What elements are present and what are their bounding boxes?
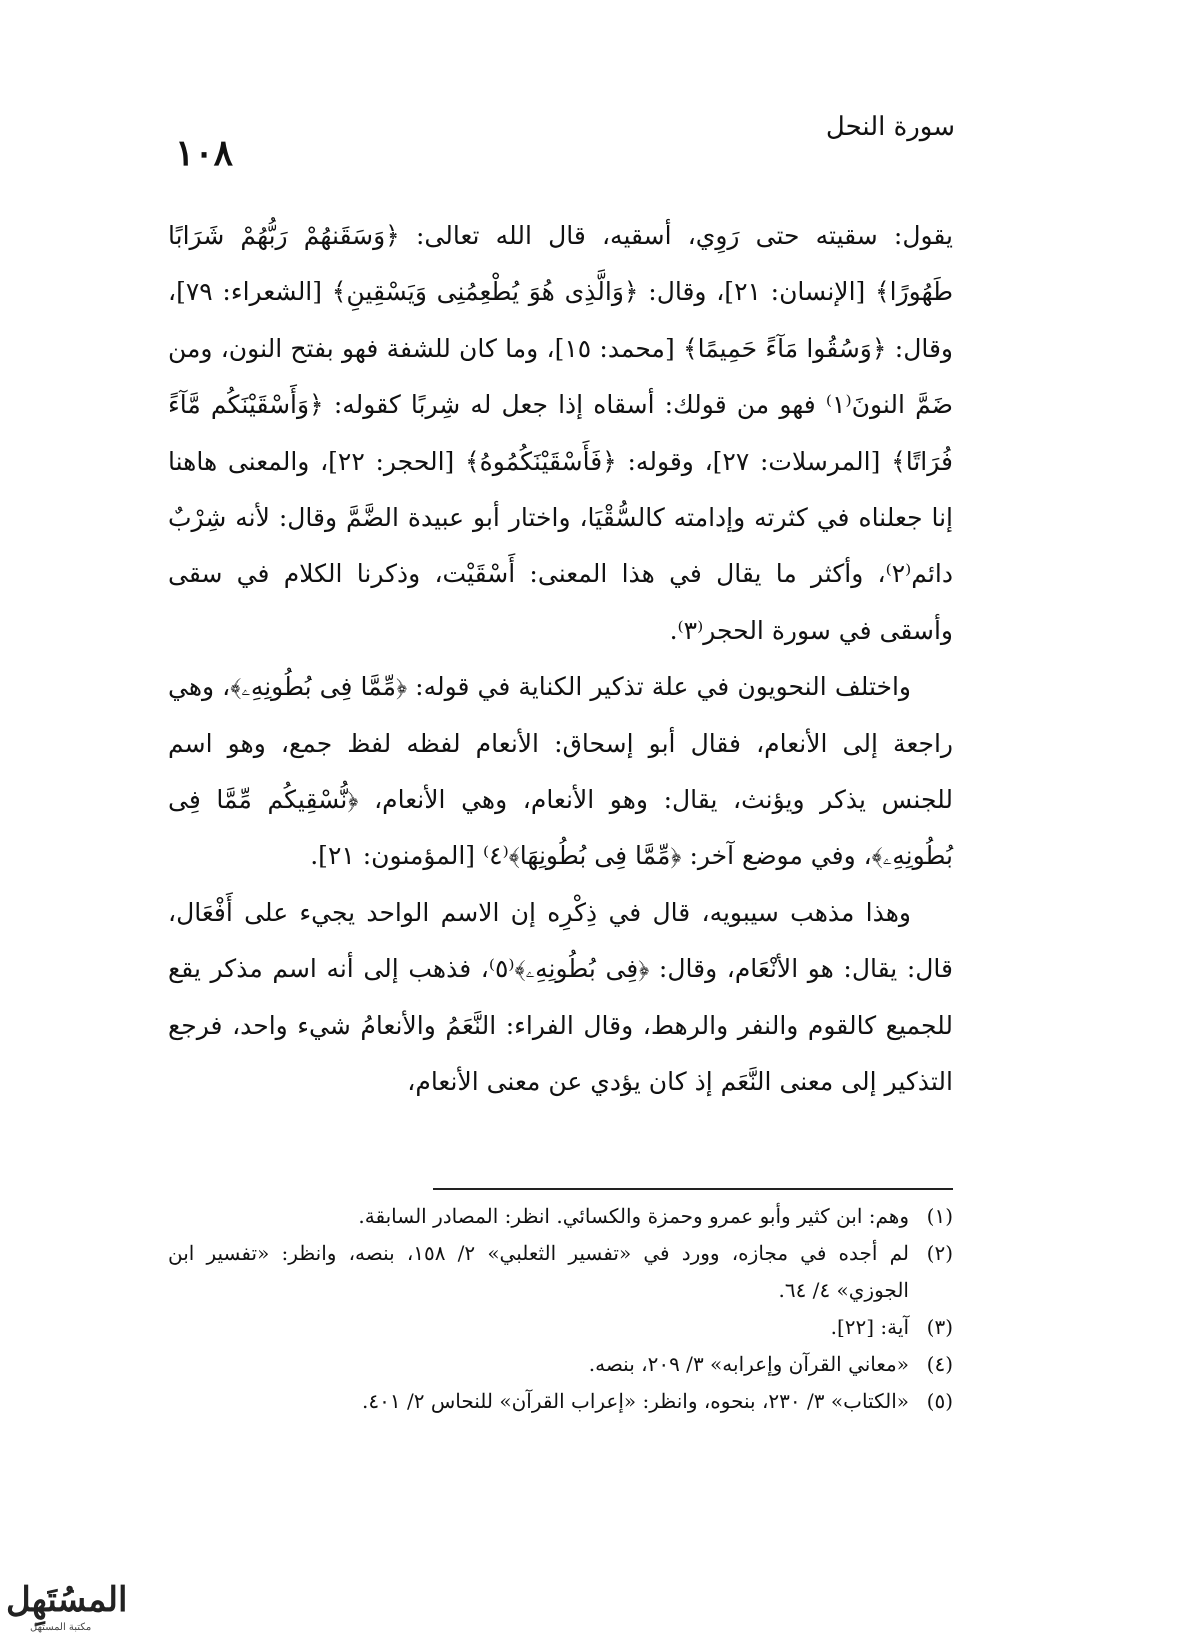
main-text <box>168 208 953 1111</box>
footnote-number: (٥) <box>926 1389 953 1413</box>
footnotes <box>168 1198 953 1420</box>
paragraph: وهذا مذهب سيبويه، قال في ذِكْرِه إن الاسم الواحد يجيء على أَفْعَال، قال: يقال: هو الأنْعَام، وقال: ﴿فِى بُطُونِهِۦ﴾⁽٥⁾، فذهب إلى أنه اسم مذكر يقع للجميع كالقوم والنفر والرهط، وقال الفراء: النَّعَمُ والأنعامُ شيء واحد، فرجع التذكير إلى معنى النَّعَم إذ كان يؤدي عن معنى الأنعام، <box>168 897 953 1097</box>
footnote-text: وهم: ابن كثير وأبو عمرو وحمزة والكسائي. انظر: المصادر السابقة. <box>358 1204 909 1228</box>
footnote-text: لم أجده في مجازه، وورد في «تفسير الثعلبي» ٢/ ١٥٨، بنصه، وانظر: «تفسير ابن الجوزي» ٤/ ٦٤. <box>168 1241 909 1302</box>
footnote <box>168 1198 953 1235</box>
footnote-text: «الكتاب» ٣/ ٢٣٠، بنحوه، وانظر: «إعراب القرآن» للنحاس ٢/ ٤٠١. <box>362 1389 909 1413</box>
footnote <box>168 1235 953 1309</box>
page-header <box>175 112 955 172</box>
page-number: ١٠٨ <box>175 132 234 174</box>
paragraph: واختلف النحويون في علة تذكير الكناية في قوله: ﴿مِّمَّا فِى بُطُونِهِۦ﴾، وهي راجعة إلى الأنعام، فقال أبو إسحاق: الأنعام لفظه لفظ جمع، وهو اسم للجنس يذكر ويؤنث، يقال: وهو الأنعام، وهي الأنعام، ﴿نُّسْقِيكُم مِّمَّا فِى بُطُونِهِۦ﴾، وفي موضع آخر: ﴿مِّمَّا فِى بُطُونِهَا﴾⁽٤⁾ [المؤمنون: ٢١]. <box>168 672 953 871</box>
footnote-text: «معاني القرآن وإعرابه» ٣/ ٢٠٩، بنصه. <box>588 1352 909 1376</box>
footnote-number: (١) <box>926 1204 953 1228</box>
footnote-text: آية: [٢٢]. <box>830 1315 909 1339</box>
footnote-number: (٣) <box>926 1315 953 1339</box>
footnote <box>168 1346 953 1383</box>
footnote <box>168 1309 953 1346</box>
library-logo <box>0 1576 130 1646</box>
footnote-number: (٤) <box>926 1352 953 1376</box>
footnote-divider <box>433 1188 953 1190</box>
logo-text: المسُتَهِل <box>6 1580 128 1620</box>
footnote <box>168 1383 953 1420</box>
footnote-number: (٢) <box>926 1241 953 1265</box>
logo-subtext: مكتبة المستهل <box>30 1622 92 1633</box>
paragraph: يقول: سقيته حتى رَوِي، أسقيه، قال الله تعالى: ﴿وَسَقَنهُمْ رَبُّهُمْ شَرَابًا طَهُورًا﴾ [الإنسان: ٢١]، وقال: ﴿وَالَّذِى هُوَ يُطْعِمُنِى وَيَسْقِينِ﴾ [الشعراء: ٧٩]، وقال: ﴿وَسُقُوا مَآءً حَمِيمًا﴾ [محمد: ١٥]، وما كان للشفة فهو بفتح النون، ومن ضَمَّ النونَ⁽١⁾ فهو من قولك: أسقاه إذا جعل له شِربًا كقوله: ﴿وَأَسْقَيْنَكُم مَّآءً فُرَاتًا﴾ [المرسلات: ٢٧]، وقوله: ﴿فَأَسْقَيْنَكُمُوهُ﴾ [الحجر: ٢٢]، والمعنى هاهنا إنا جعلناه في كثرته وإدامته كالسُّقْيَا، واختار أبو عبيدة الضَّمَّ وقال: لأنه شِرْبٌ دائم⁽٢⁾، وأكثر ما يقال في هذا المعنى: أَسْقَيْت، وذكرنا الكلام في سقى وأسقى في سورة الحجر⁽٣⁾. <box>168 221 953 645</box>
running-title: سورة النحل <box>825 112 955 142</box>
